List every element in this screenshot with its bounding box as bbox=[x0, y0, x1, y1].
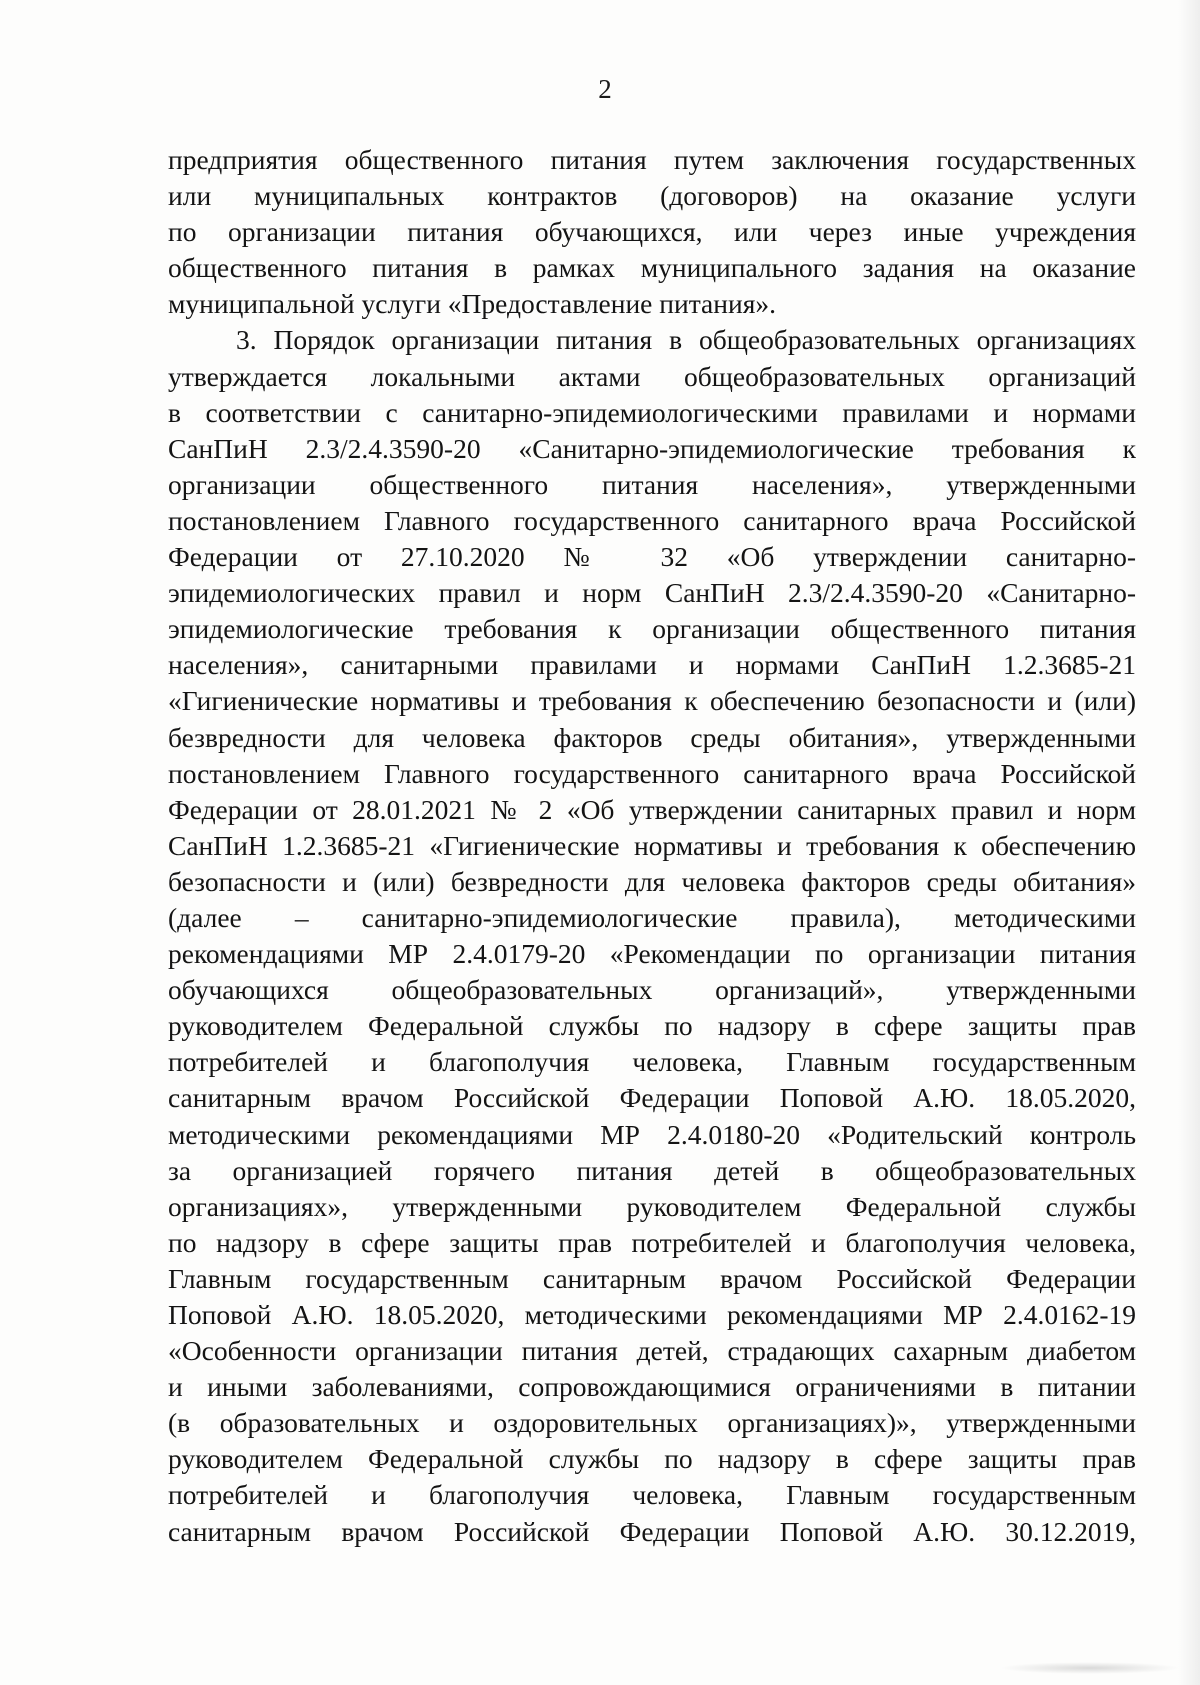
page-number: 2 bbox=[598, 74, 612, 104]
text-line: эпидемиологические требования к организации общественного питания bbox=[168, 613, 1136, 645]
text-line: за организацией горячего питания детей в общеобразовательных bbox=[168, 1154, 1136, 1186]
text-line: безвредности для человека факторов среды обитания», утвержденными bbox=[168, 721, 1136, 753]
scan-edge-shadow bbox=[1178, 0, 1200, 1685]
text-line: по организации питания обучающихся, или через иные учреждения bbox=[168, 216, 1136, 248]
text-line: (далее – санитарно-эпидемиологические правила), методическими bbox=[168, 901, 1136, 933]
text-line: безопасности и (или) безвредности для человека факторов среды обитания» bbox=[168, 865, 1136, 897]
text-line: руководителем Федеральной службы по надзору в сфере защиты прав bbox=[168, 1443, 1136, 1475]
text-line: или муниципальных контрактов (договоров) на оказание услуги bbox=[168, 180, 1136, 212]
text-line: муниципальной услуги «Предоставление питания». bbox=[168, 288, 776, 320]
text-line: потребителей и благополучия человека, Главным государственным bbox=[168, 1479, 1136, 1511]
text-line: предприятия общественного питания путем заключения государственных bbox=[168, 144, 1136, 175]
document-body bbox=[168, 142, 1136, 1550]
text-line: и иными заболеваниями, сопровождающимися ограничениями в питании bbox=[168, 1371, 1136, 1403]
text-line: Федерации от 28.01.2021 № 2 «Об утверждении санитарных правил и норм bbox=[168, 793, 1136, 825]
text-line: рекомендациями МР 2.4.0179-20 «Рекомендации по организации питания bbox=[168, 938, 1136, 970]
text-line: СанПиН 1.2.3685-21 «Гигиенические нормативы и требования к обеспечению bbox=[168, 829, 1136, 861]
text-line: санитарным врачом Российской Федерации Поповой А.Ю. 30.12.2019, bbox=[168, 1515, 1136, 1547]
text-line: эпидемиологических правил и норм СанПиН 2.3/2.4.3590-20 «Санитарно- bbox=[168, 577, 1136, 609]
text-line: потребителей и благополучия человека, Главным государственным bbox=[168, 1046, 1136, 1078]
paragraph-start-line: 3. Порядок организации питания в общеобразовательных организациях bbox=[236, 324, 1136, 356]
text-line: в соответствии с санитарно-эпидемиологическими правилами и нормами bbox=[168, 396, 1136, 428]
text-line: утверждается локальными актами общеобразовательных организаций bbox=[168, 360, 1136, 392]
text-line: (в образовательных и оздоровительных организациях)», утвержденными bbox=[168, 1407, 1136, 1439]
text-line: обучающихся общеобразовательных организаций», утвержденными bbox=[168, 974, 1136, 1006]
text-line: методическими рекомендациями МР 2.4.0180-20 «Родительский контроль bbox=[168, 1118, 1136, 1150]
text-line: Главным государственным санитарным врачом Российской Федерации bbox=[168, 1262, 1136, 1294]
text-line: СанПиН 2.3/2.4.3590-20 «Санитарно-эпидемиологические требования к bbox=[168, 432, 1136, 464]
text-line: «Особенности организации питания детей, страдающих сахарным диабетом bbox=[168, 1335, 1136, 1367]
text-line: «Гигиенические нормативы и требования к обеспечению безопасности и (или) bbox=[168, 685, 1136, 717]
scan-smudge bbox=[1000, 1662, 1180, 1674]
text-line: Поповой А.Ю. 18.05.2020, методическими рекомендациями МР 2.4.0162-19 bbox=[168, 1299, 1136, 1330]
text-line: руководителем Федеральной службы по надзору в сфере защиты прав bbox=[168, 1010, 1136, 1042]
text-line: санитарным врачом Российской Федерации Поповой А.Ю. 18.05.2020, bbox=[168, 1082, 1136, 1114]
text-line: населения», санитарными правилами и нормами СанПиН 1.2.3685-21 bbox=[168, 649, 1136, 681]
text-line: организациях», утвержденными руководителем Федеральной службы bbox=[168, 1190, 1136, 1222]
text-line: по надзору в сфере защиты прав потребителей и благополучия человека, bbox=[168, 1226, 1136, 1258]
text-line: общественного питания в рамках муниципального задания на оказание bbox=[168, 252, 1136, 284]
text-line: постановлением Главного государственного санитарного врача Российской bbox=[168, 757, 1136, 789]
text-line: постановлением Главного государственного санитарного врача Российской bbox=[168, 504, 1136, 536]
text-line: организации общественного питания населения», утвержденными bbox=[168, 468, 1136, 500]
text-line: Федерации от 27.10.2020 № 32 «Об утверждении санитарно- bbox=[168, 541, 1136, 573]
